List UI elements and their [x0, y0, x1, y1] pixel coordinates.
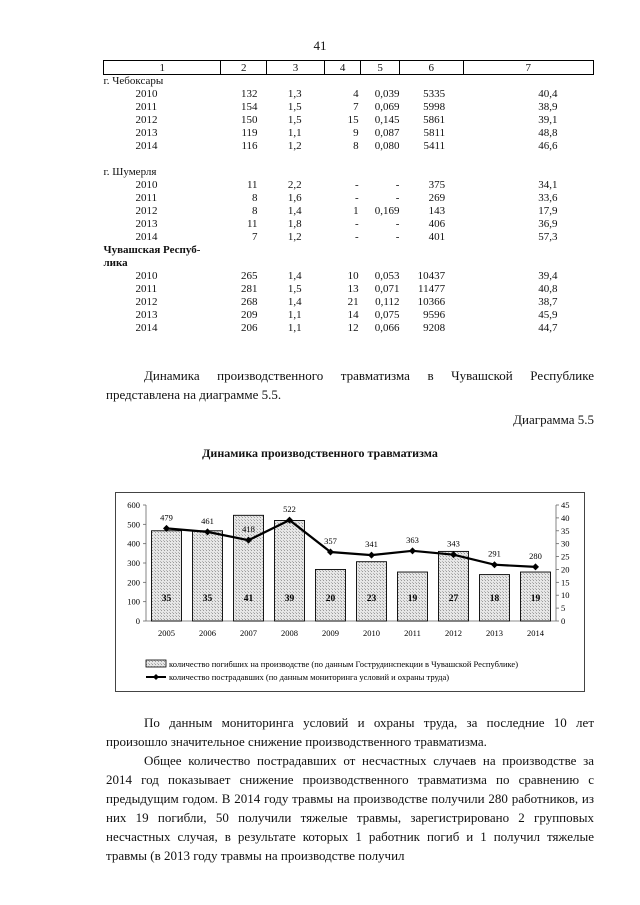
value-cell: 5998: [423, 101, 446, 113]
table-row: [104, 127, 594, 140]
line-value-label: 291: [488, 548, 501, 559]
value-cell: 15: [347, 114, 359, 126]
value-cell: 11: [246, 179, 258, 191]
bar-value-label: 41: [243, 594, 254, 604]
line-value-label: 479: [160, 512, 173, 523]
table-row: [104, 231, 594, 244]
bar-value-label: 39: [284, 594, 295, 604]
value-cell: 38,7: [538, 296, 558, 308]
value-cell: 401: [428, 231, 446, 243]
value-cell: -: [395, 179, 400, 191]
bar-value-label: 20: [325, 594, 336, 604]
value-cell: 281: [241, 283, 258, 295]
value-cell: 1: [353, 205, 359, 217]
value-cell: -: [355, 192, 359, 204]
table-header-row: [104, 61, 594, 75]
year-cell: 2011: [135, 283, 158, 295]
value-cell: -: [395, 192, 400, 204]
value-cell: 46,6: [538, 140, 558, 152]
group-name: г. Шумерля: [103, 166, 157, 178]
line-point: [491, 561, 498, 568]
value-cell: 45,9: [538, 309, 558, 321]
value-cell: 1,1: [287, 127, 302, 139]
x-tick-label: 2009: [322, 628, 339, 638]
value-cell: 13: [347, 283, 359, 295]
value-cell: 0,069: [374, 101, 400, 113]
value-cell: 5411: [423, 140, 446, 152]
value-cell: 40,4: [538, 88, 558, 100]
left-axis-tick-label: 100: [127, 596, 140, 607]
x-tick-label: 2005: [158, 628, 175, 638]
chart-title: Динамика производственного травматизма: [202, 446, 438, 460]
spacer-row: [104, 153, 594, 166]
group-header-row: [104, 244, 594, 257]
group-name: Чувашская Респуб-: [103, 244, 201, 256]
left-axis-tick-label: 0: [135, 616, 140, 626]
group-header-row: [104, 166, 594, 179]
value-cell: 268: [241, 296, 258, 308]
table-row: [104, 88, 594, 101]
table-row: [104, 205, 594, 218]
value-cell: 9208: [423, 322, 446, 334]
line-value-label: 343: [447, 538, 460, 549]
x-tick-label: 2012: [445, 628, 462, 638]
value-cell: 154: [241, 101, 258, 113]
diagram-label: Диаграмма 5.5: [513, 412, 594, 427]
year-cell: 2011: [135, 192, 158, 204]
group-header-row: [104, 75, 594, 89]
right-axis-tick-label: 20: [561, 564, 570, 575]
value-cell: 5335: [423, 88, 446, 100]
table-row: [104, 140, 594, 153]
x-tick-label: 2013: [486, 628, 503, 638]
value-cell: 143: [428, 205, 446, 217]
value-cell: 1,6: [287, 192, 302, 204]
value-cell: -: [355, 179, 359, 191]
value-cell: 11477: [418, 283, 446, 295]
value-cell: 2,2: [287, 179, 302, 191]
bar-value-label: 18: [489, 594, 500, 604]
bar: [357, 562, 387, 621]
column-header: 2: [221, 61, 267, 75]
value-cell: 21: [347, 296, 359, 308]
right-axis-tick-label: 25: [561, 551, 570, 562]
year-cell: 2011: [135, 101, 158, 113]
value-cell: 4: [353, 88, 359, 100]
left-axis-tick-label: 400: [127, 538, 140, 549]
year-cell: 2010: [135, 179, 158, 191]
value-cell: 0,066: [374, 322, 400, 334]
value-cell: 11: [246, 218, 258, 230]
value-cell: 5861: [423, 114, 446, 126]
bar: [193, 531, 223, 621]
value-cell: 48,8: [538, 127, 558, 139]
value-cell: 1,5: [287, 283, 302, 295]
value-cell: 1,2: [287, 231, 302, 243]
group-name: г. Чебоксары: [103, 75, 164, 87]
value-cell: 0,145: [374, 114, 400, 126]
column-header: 3: [267, 61, 325, 75]
value-cell: 0,080: [374, 140, 400, 152]
value-cell: 1,8: [287, 218, 302, 230]
column-header: 1: [104, 61, 221, 75]
bar-value-label: 23: [366, 594, 377, 604]
x-tick-label: 2010: [363, 628, 380, 638]
bar-value-label: 35: [161, 594, 172, 604]
line-point: [409, 547, 416, 554]
column-header: 4: [325, 61, 361, 75]
line-value-label: 357: [324, 535, 337, 546]
chart-legend: [146, 659, 518, 682]
line-value-label: 461: [201, 515, 214, 526]
value-cell: 265: [241, 270, 258, 282]
value-cell: 9: [353, 127, 359, 139]
value-cell: 116: [241, 140, 258, 152]
left-axis-tick-label: 600: [127, 500, 140, 510]
legend-line-marker: [153, 674, 159, 680]
value-cell: 132: [241, 88, 258, 100]
value-cell: 0,112: [375, 296, 400, 308]
right-axis-tick-label: 0: [561, 616, 566, 626]
value-cell: 269: [428, 192, 446, 204]
value-cell: 206: [241, 322, 258, 334]
value-cell: 10: [347, 270, 359, 282]
year-cell: 2013: [135, 218, 158, 230]
value-cell: 40,8: [538, 283, 558, 295]
year-cell: 2013: [135, 309, 158, 321]
intro-paragraph: Динамика производственного травматизма в Чувашской Республике представлена на диаграмме 5.5.: [106, 368, 594, 402]
value-cell: 0,071: [374, 283, 400, 295]
table-row: [104, 270, 594, 283]
line-value-label: 522: [283, 504, 296, 515]
value-cell: 8: [353, 140, 359, 152]
column-header: 7: [463, 61, 593, 75]
table-row: [104, 296, 594, 309]
value-cell: 1,1: [287, 309, 302, 321]
column-header: 5: [361, 61, 400, 75]
value-cell: 1,4: [287, 296, 302, 308]
year-cell: 2014: [135, 140, 158, 152]
bar: [275, 520, 305, 621]
line-value-label: 418: [242, 524, 255, 535]
value-cell: 38,9: [538, 101, 558, 113]
year-cell: 2012: [135, 205, 158, 217]
value-cell: 150: [241, 114, 258, 126]
value-cell: 0,087: [374, 127, 400, 139]
group-header-row: [104, 257, 594, 270]
x-tick-label: 2008: [281, 628, 298, 638]
value-cell: 0,169: [374, 205, 400, 217]
chart-frame: [115, 492, 585, 692]
value-cell: 10366: [417, 296, 446, 308]
value-cell: 10437: [417, 270, 446, 282]
line-value-label: 341: [365, 539, 378, 550]
bar: [152, 531, 182, 621]
left-axis-tick-label: 200: [127, 577, 140, 588]
value-cell: 36,9: [538, 218, 558, 230]
year-cell: 2014: [135, 231, 158, 243]
value-cell: 0,039: [374, 88, 400, 100]
value-cell: 1,5: [287, 114, 302, 126]
value-cell: 17,9: [538, 205, 558, 217]
value-cell: 1,3: [287, 88, 302, 100]
statistics-table: [103, 60, 594, 335]
year-cell: 2010: [135, 88, 158, 100]
bar-value-label: 35: [202, 594, 213, 604]
value-cell: 39,4: [538, 270, 558, 282]
left-axis-tick-label: 300: [127, 558, 140, 568]
value-cell: 119: [241, 127, 258, 139]
table-row: [104, 309, 594, 322]
line-value-label: 363: [406, 534, 419, 545]
value-cell: 14: [347, 309, 359, 321]
right-axis-tick-label: 15: [561, 577, 570, 588]
value-cell: 8: [252, 192, 258, 204]
summary-paragraph: Общее количество пострадавших от несчастных случаев на производстве за 2014 год показывает снижение производственного травматизма по сравнению с предыдущим годом. В 2014 году травмы на производстве получили 280 работников, из них 19 погибли, 50 получили тяжелые травмы, зарегистрировано 2 групповых несчастных случая, в результате которых 1 работник погиб и 1 получил тяжелые травмы (в 2013 году травмы на производстве получил: [106, 753, 594, 863]
value-cell: -: [395, 218, 400, 230]
value-cell: 39,1: [538, 114, 558, 126]
legend-line-label: количество пострадавших (по данным мониторинга условий и охраны труда): [169, 672, 450, 682]
right-axis-tick-label: 30: [561, 538, 570, 549]
right-axis-tick-label: 5: [561, 603, 566, 614]
table-row: [104, 114, 594, 127]
value-cell: 33,6: [538, 192, 558, 204]
value-cell: 1,4: [287, 205, 302, 217]
value-cell: 5811: [423, 127, 446, 139]
value-cell: -: [395, 231, 400, 243]
value-cell: 9596: [423, 309, 446, 321]
value-cell: 1,1: [287, 322, 302, 334]
table-row: [104, 192, 594, 205]
value-cell: 1,5: [287, 101, 302, 113]
value-cell: 406: [428, 218, 446, 230]
x-tick-label: 2014: [527, 628, 544, 638]
table-row: [104, 179, 594, 192]
table-row: [104, 218, 594, 231]
year-cell: 2014: [135, 322, 158, 334]
table-row: [104, 322, 594, 335]
year-cell: 2013: [135, 127, 158, 139]
left-axis-tick-label: 500: [127, 519, 140, 530]
bar-value-label: 19: [530, 594, 541, 604]
x-tick-label: 2007: [240, 628, 257, 638]
chart-svg: [116, 493, 584, 691]
right-axis-tick-label: 40: [561, 512, 570, 523]
value-cell: 44,7: [538, 322, 558, 334]
line-value-label: 280: [529, 550, 542, 561]
bar-value-label: 19: [407, 594, 418, 604]
bar-value-label: 27: [448, 594, 459, 604]
line-point: [532, 563, 539, 570]
legend-bar-swatch: [146, 660, 166, 667]
right-axis-tick-label: 35: [561, 525, 570, 536]
value-cell: -: [355, 218, 359, 230]
value-cell: 34,1: [538, 179, 558, 191]
line-point: [368, 552, 375, 559]
value-cell: 7: [252, 231, 258, 243]
value-cell: 1,2: [287, 140, 302, 152]
x-tick-label: 2006: [199, 628, 216, 638]
legend-bar-label: количество погибших на производстве (по данным Гострудинспекции в Чувашской Республике): [169, 659, 519, 669]
right-axis-tick-label: 45: [561, 500, 570, 510]
right-axis-tick-label: 10: [561, 590, 570, 601]
table-row: [104, 101, 594, 114]
value-cell: 57,3: [538, 231, 558, 243]
x-tick-label: 2011: [404, 628, 421, 638]
value-cell: 209: [241, 309, 258, 321]
value-cell: 0,075: [374, 309, 400, 321]
value-cell: -: [355, 231, 359, 243]
value-cell: 0,053: [374, 270, 400, 282]
value-cell: 12: [347, 322, 359, 334]
page-number: 41: [313, 38, 327, 53]
value-cell: 375: [428, 179, 446, 191]
table-row: [104, 283, 594, 296]
column-header: 6: [399, 61, 463, 75]
year-cell: 2012: [135, 296, 158, 308]
value-cell: 8: [252, 205, 258, 217]
year-cell: 2012: [135, 114, 158, 126]
value-cell: 1,4: [287, 270, 302, 282]
year-cell: 2010: [135, 270, 158, 282]
value-cell: 7: [353, 101, 359, 113]
bar: [439, 551, 469, 621]
group-name: лика: [103, 257, 128, 269]
monitoring-paragraph: По данным мониторинга условий и охраны труда, за последние 10 лет произошло значительное снижение производственного травматизма.: [106, 715, 594, 749]
table-body: [104, 75, 594, 336]
